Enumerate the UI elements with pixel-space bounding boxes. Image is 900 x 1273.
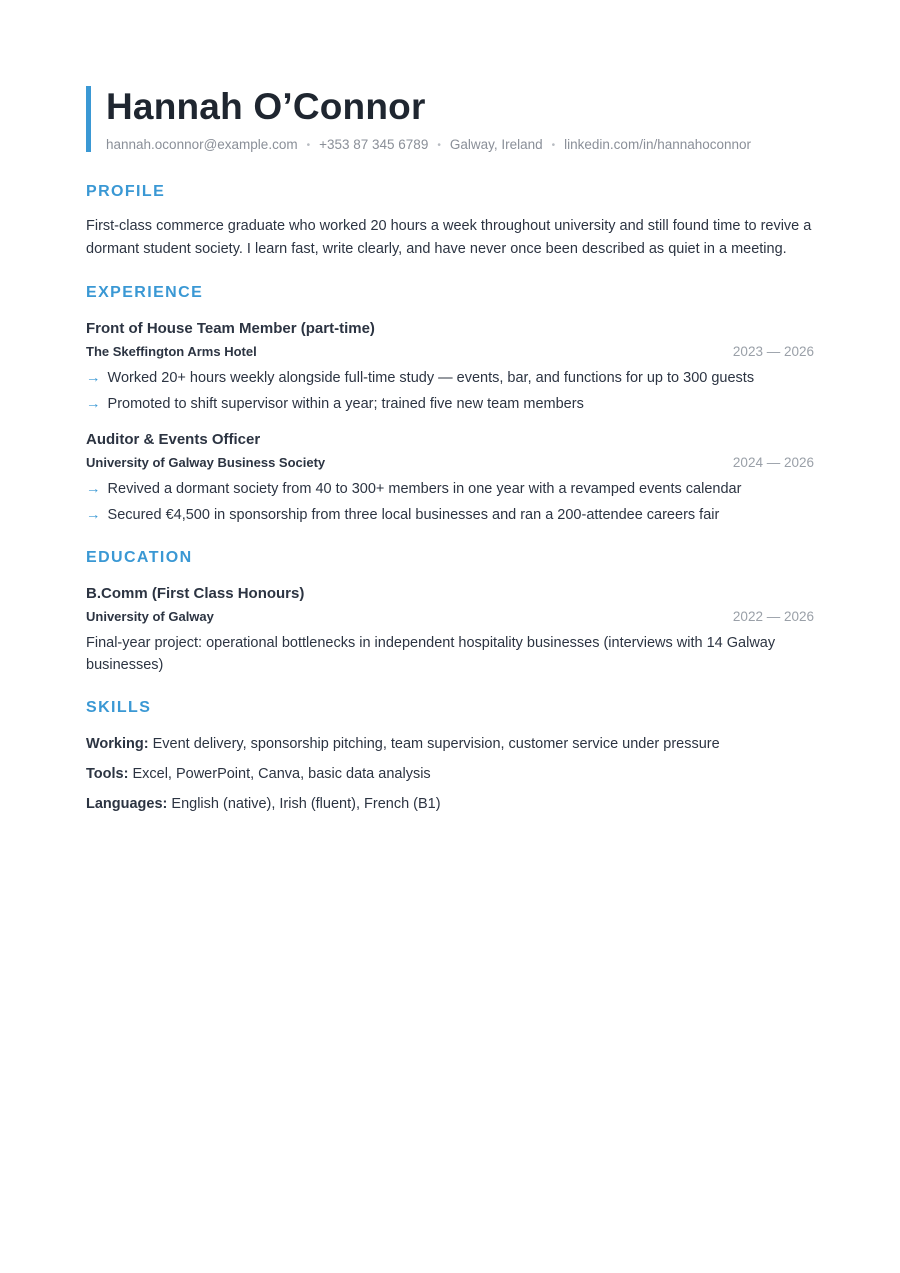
skill-value: Excel, PowerPoint, Canva, basic data analysis xyxy=(132,766,431,782)
job-dates: 2024 — 2026 xyxy=(732,455,814,470)
accent-bar xyxy=(86,86,91,152)
skill-label: Tools: xyxy=(86,766,129,782)
job-bullet xyxy=(86,505,814,525)
contact-location: Galway, Ireland xyxy=(449,137,543,152)
experience-entry xyxy=(86,319,814,414)
degree-title: B.Comm (First Class Honours) xyxy=(86,585,305,602)
section-title-skills: SKILLS xyxy=(86,699,152,716)
contact-separator: • xyxy=(306,140,311,151)
job-bullet-text: Promoted to shift supervisor within a year; trained five new team members xyxy=(107,396,584,412)
job-bullet xyxy=(86,479,814,499)
education-org-row xyxy=(86,607,814,627)
contact-separator: • xyxy=(551,140,556,151)
job-bullet-text: Secured €4,500 in sponsorship from three local businesses and ran a 200-attendee careers fair xyxy=(107,507,720,523)
arrow-right-icon: → xyxy=(86,507,101,523)
job-bullet xyxy=(86,394,814,414)
job-bullet xyxy=(86,368,814,388)
skill-label: Working: xyxy=(86,736,149,752)
skill-row xyxy=(86,734,814,754)
skill-row xyxy=(86,764,814,784)
job-org-row xyxy=(86,453,814,473)
skill-row xyxy=(86,794,814,814)
education-description: Final-year project: operational bottlenecks in independent hospitality businesses (interviews with 14 Galway businesses) xyxy=(86,635,776,673)
section-title-profile: PROFILE xyxy=(86,183,166,200)
skill-label: Languages: xyxy=(86,796,168,812)
contact-separator: • xyxy=(437,140,441,151)
contact-linkedin[interactable]: linkedin.com/in/hannahoconnor xyxy=(564,137,752,152)
candidate-name: Hannah O’Connor xyxy=(106,86,426,127)
skills-list xyxy=(86,734,814,814)
job-bullets xyxy=(86,479,814,525)
arrow-right-icon: → xyxy=(86,370,101,386)
section-title-experience: EXPERIENCE xyxy=(86,284,204,301)
job-organization: The Skeffington Arms Hotel xyxy=(86,344,257,359)
education-dates: 2022 — 2026 xyxy=(732,609,814,624)
education-entry xyxy=(86,584,814,676)
arrow-right-icon: → xyxy=(86,396,101,412)
job-org-row xyxy=(86,342,814,362)
contact-email[interactable]: hannah.oconnor@example.com xyxy=(106,137,298,152)
job-bullets xyxy=(86,368,814,414)
contact-phone[interactable]: +353 87 345 6789 xyxy=(319,137,429,152)
resume-header xyxy=(86,86,814,152)
job-organization: University of Galway Business Society xyxy=(86,455,326,470)
contact-line xyxy=(106,136,814,156)
skill-value: Event delivery, sponsorship pitching, team supervision, customer service under pressure xyxy=(152,736,720,752)
job-bullet-text: Revived a dormant society from 40 to 300+ members in one year with a revamped events calendar xyxy=(107,481,742,497)
experience-entry xyxy=(86,430,814,525)
job-bullet-text: Worked 20+ hours weekly alongside full-time study — events, bar, and functions for up to 300 guests xyxy=(107,370,755,386)
job-title: Front of House Team Member (part-time) xyxy=(86,320,375,337)
job-dates: 2023 — 2026 xyxy=(732,344,814,359)
skill-value: English (native), Irish (fluent), French (B1) xyxy=(171,796,441,812)
resume-page xyxy=(86,86,814,824)
section-title-education: EDUCATION xyxy=(86,549,193,566)
education-institution: University of Galway xyxy=(86,609,214,624)
profile-summary: First-class commerce graduate who worked 20 hours a week throughout university and still found time to revive a dormant student society. I learn fast, write clearly, and have never once been described as quiet in a meeting. xyxy=(86,218,812,257)
arrow-right-icon: → xyxy=(86,481,101,497)
job-title: Auditor & Events Officer xyxy=(86,431,261,448)
